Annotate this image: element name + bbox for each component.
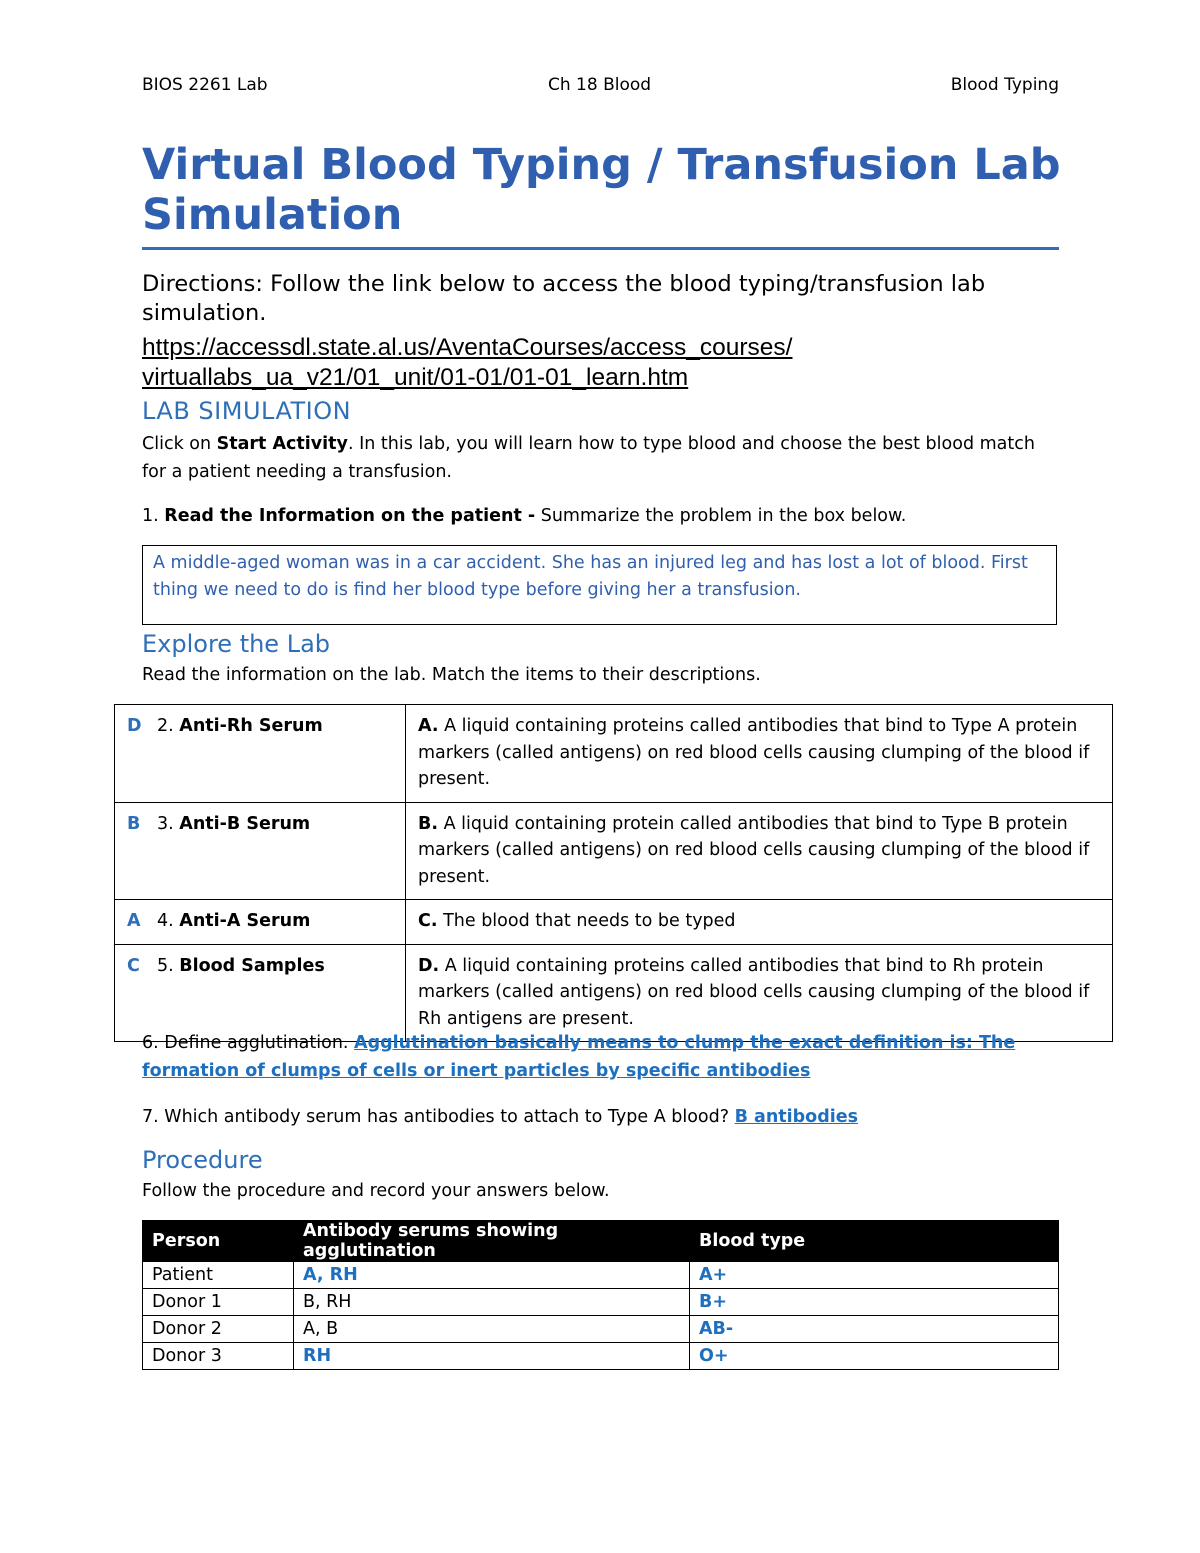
matching-answer[interactable]: B [127,813,141,834]
matching-letter: A. [418,716,439,736]
matching-term: Anti-Rh Serum [179,716,323,736]
person-cell: Donor 1 [143,1289,294,1316]
matching-letter: D. [418,955,440,976]
matching-row [115,900,1113,945]
explore-heading: Explore the Lab [142,630,331,658]
matching-description: A liquid containing protein called antibodies that bind to Type B protein markers (called antigens) on red blood cells causing clumping of the blood if present. [418,813,1090,887]
simulation-link-line2[interactable]: virtuallabs_ua_v21/01_unit/01-01/01-01_learn.htm [142,364,689,391]
summary-answer-box[interactable] [142,545,1057,625]
matching-description: A liquid containing proteins called antibodies that bind to Type A protein markers (called antigens) on red blood cells causing clumping of the blood if present. [418,716,1090,789]
matching-term: Blood Samples [179,955,325,976]
procedure-header-row [143,1221,1059,1262]
lab-simulation-intro: Click on Start Activity. In this lab, you will learn how to type blood and choose the best blood match for a patient needing a transfusion. [142,434,1035,482]
matching-description: The blood that needs to be typed [443,911,736,931]
matching-answer[interactable]: C [127,955,140,976]
matching-number: 5. [157,955,174,976]
procedure-row [143,1343,1059,1370]
matching-term: Anti-A Serum [179,911,311,931]
blood-type-cell[interactable]: AB- [690,1316,1059,1343]
matching-term-cell [115,944,406,1042]
directions-text: Directions: Follow the link below to access the blood typing/transfusion lab simulation. [142,271,986,326]
matching-term-cell [115,802,406,900]
procedure-table [142,1220,1059,1370]
column-header-blood-type: Blood type [690,1221,1059,1262]
matching-number: 3. [157,813,174,834]
matching-answer[interactable]: A [127,911,141,931]
serums-cell[interactable]: A, RH [294,1262,690,1289]
blood-type-cell[interactable]: B+ [690,1289,1059,1316]
matching-answer[interactable]: D [127,716,142,736]
header-course: BIOS 2261 Lab [142,75,268,95]
header-topic: Blood Typing [950,75,1059,95]
matching-description-cell [406,705,1113,803]
matching-row [115,705,1113,803]
matching-row [115,802,1113,900]
person-cell: Donor 3 [143,1343,294,1370]
matching-description-cell [406,900,1113,945]
serums-cell[interactable]: A, B [294,1316,690,1343]
matching-letter: B. [418,813,438,834]
matching-letter: C. [418,911,438,931]
simulation-link[interactable] [142,333,792,393]
person-cell: Donor 2 [143,1316,294,1343]
blood-type-cell[interactable]: O+ [690,1343,1059,1370]
start-activity-label: Start Activity [216,434,348,454]
procedure-row [143,1316,1059,1343]
serums-cell[interactable]: RH [294,1343,690,1370]
matching-table [114,704,1113,1042]
procedure-row [143,1262,1059,1289]
matching-number: 4. [157,911,174,931]
page-title: Virtual Blood Typing / Transfusion Lab Simulation [142,140,1061,240]
matching-description-cell [406,944,1113,1042]
lab-simulation-heading: LAB SIMULATION [142,397,352,425]
matching-term: Anti-B Serum [179,813,311,834]
matching-term-cell [115,705,406,803]
explore-instruction: Read the information on the lab. Match the items to their descriptions. [142,665,761,685]
title-underline [142,247,1059,250]
blood-type-cell[interactable]: A+ [690,1262,1059,1289]
column-header-person: Person [143,1221,294,1262]
person-cell: Patient [143,1262,294,1289]
procedure-instruction: Follow the procedure and record your answers below. [142,1181,610,1201]
question-6-answer[interactable]: Agglutination basically means to clump the exact definition is: The formation of clumps of cells or inert particles by specific antibodies [142,1033,1016,1081]
serums-cell[interactable]: B, RH [294,1289,690,1316]
question-6: 6. Define agglutination. Agglutination basically means to clump the exact definition is: The formation of clumps of cells or inert particles by specific antibodies [142,1033,1016,1081]
matching-term-cell [115,900,406,945]
summary-answer-text[interactable]: A middle-aged woman was in a car accident. She has an injured leg and has lost a lot of blood. First thing we need to do is find her blood type before giving her a transfusion. [153,553,1028,600]
matching-number: 2. [157,716,174,736]
matching-description-cell [406,802,1113,900]
question-7: 7. Which antibody serum has antibodies to attach to Type A blood? B antibodies [142,1107,859,1127]
column-header-serums: Antibody serums showing agglutination [294,1221,690,1262]
matching-row [115,944,1113,1042]
procedure-heading: Procedure [142,1146,263,1174]
procedure-row [143,1289,1059,1316]
question-1: 1. Read the Information on the patient - Summarize the problem in the box below. [142,506,907,526]
question-7-answer[interactable]: B antibodies [734,1107,859,1127]
matching-description: A liquid containing proteins called antibodies that bind to Rh protein markers (called antigens) on red blood cells causing clumping of the blood if Rh antigens are present. [418,955,1090,1029]
simulation-link-line1[interactable]: https://accessdl.state.al.us/AventaCourses/access_courses/ [142,334,793,361]
header-chapter: Ch 18 Blood [548,75,652,95]
